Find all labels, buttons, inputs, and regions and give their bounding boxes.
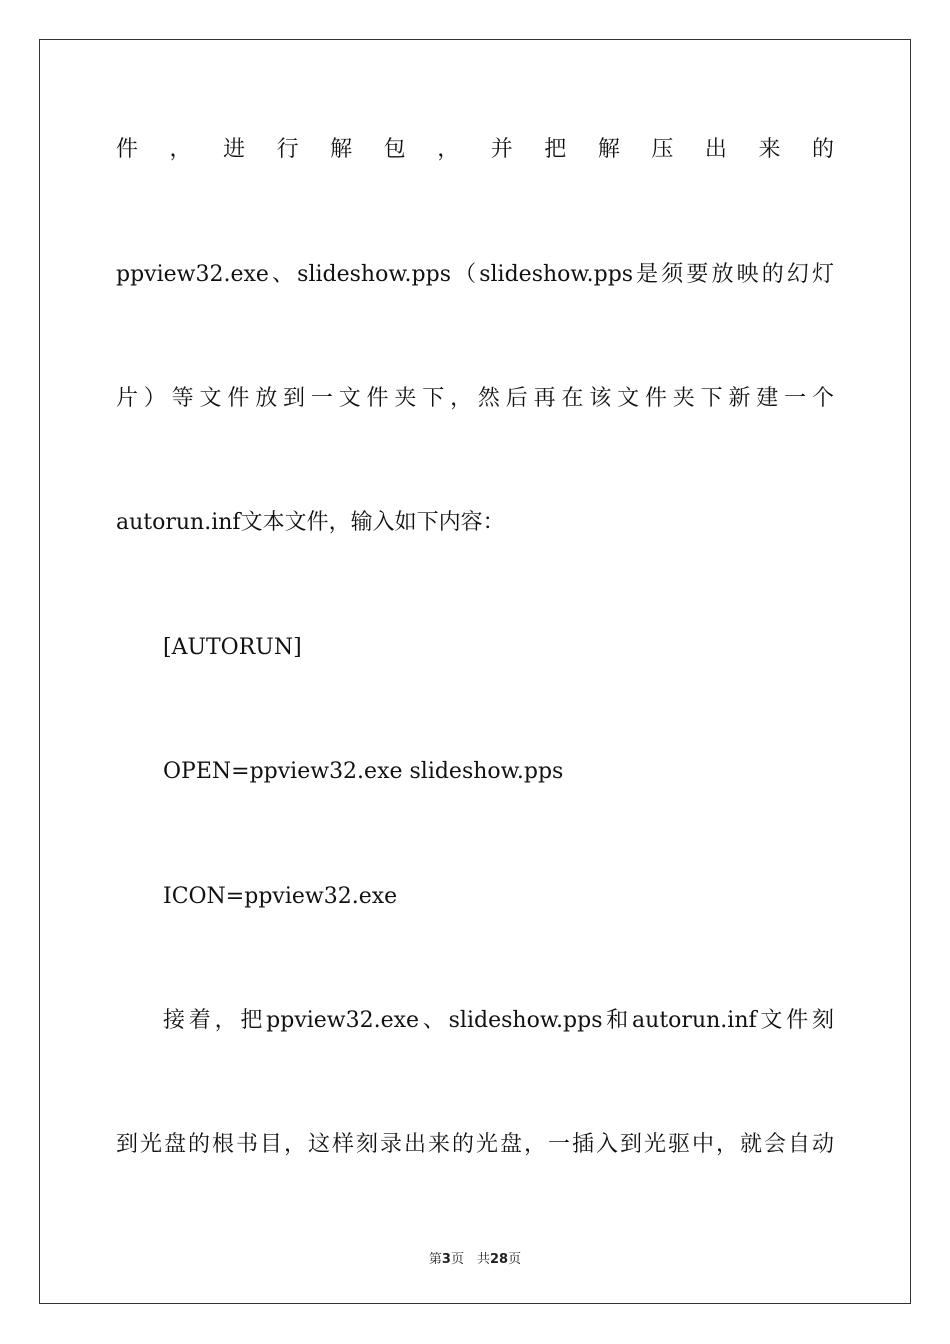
paragraph-line-5: 接着，把ppview32.exe、slideshow.pps和autorun.inf文件刻 xyxy=(163,1008,834,1033)
footer-page-number: 3 xyxy=(441,1252,451,1267)
footer-prefix: 第 xyxy=(428,1252,442,1267)
paragraph-line-3: 片）等文件放到一文件夹下，然后再在该文件夹下新建一个 xyxy=(116,386,834,411)
footer-suffix: 页 xyxy=(508,1252,522,1267)
code-line-open: OPEN=ppview32.exe slideshow.pps xyxy=(163,759,564,784)
paragraph-line-1: 件，进行解包，并把解压出来的 xyxy=(116,137,834,162)
code-line-icon: ICON=ppview32.exe xyxy=(163,884,398,909)
page-border xyxy=(39,39,911,1304)
footer-mid: 页 共 xyxy=(450,1252,490,1267)
page-footer xyxy=(0,1248,950,1267)
paragraph-line-4: autorun.inf文本文件，输入如下内容： xyxy=(116,510,505,535)
paragraph-line-2: ppview32.exe、slideshow.pps（slideshow.pps是须要放映的幻灯 xyxy=(116,262,834,287)
paragraph-line-6: 到光盘的根书目，这样刻录出来的光盘，一插入到光驱中，就会自动 xyxy=(116,1132,834,1157)
footer-total-pages: 28 xyxy=(489,1252,509,1267)
code-line-autorun: [AUTORUN] xyxy=(163,635,302,660)
